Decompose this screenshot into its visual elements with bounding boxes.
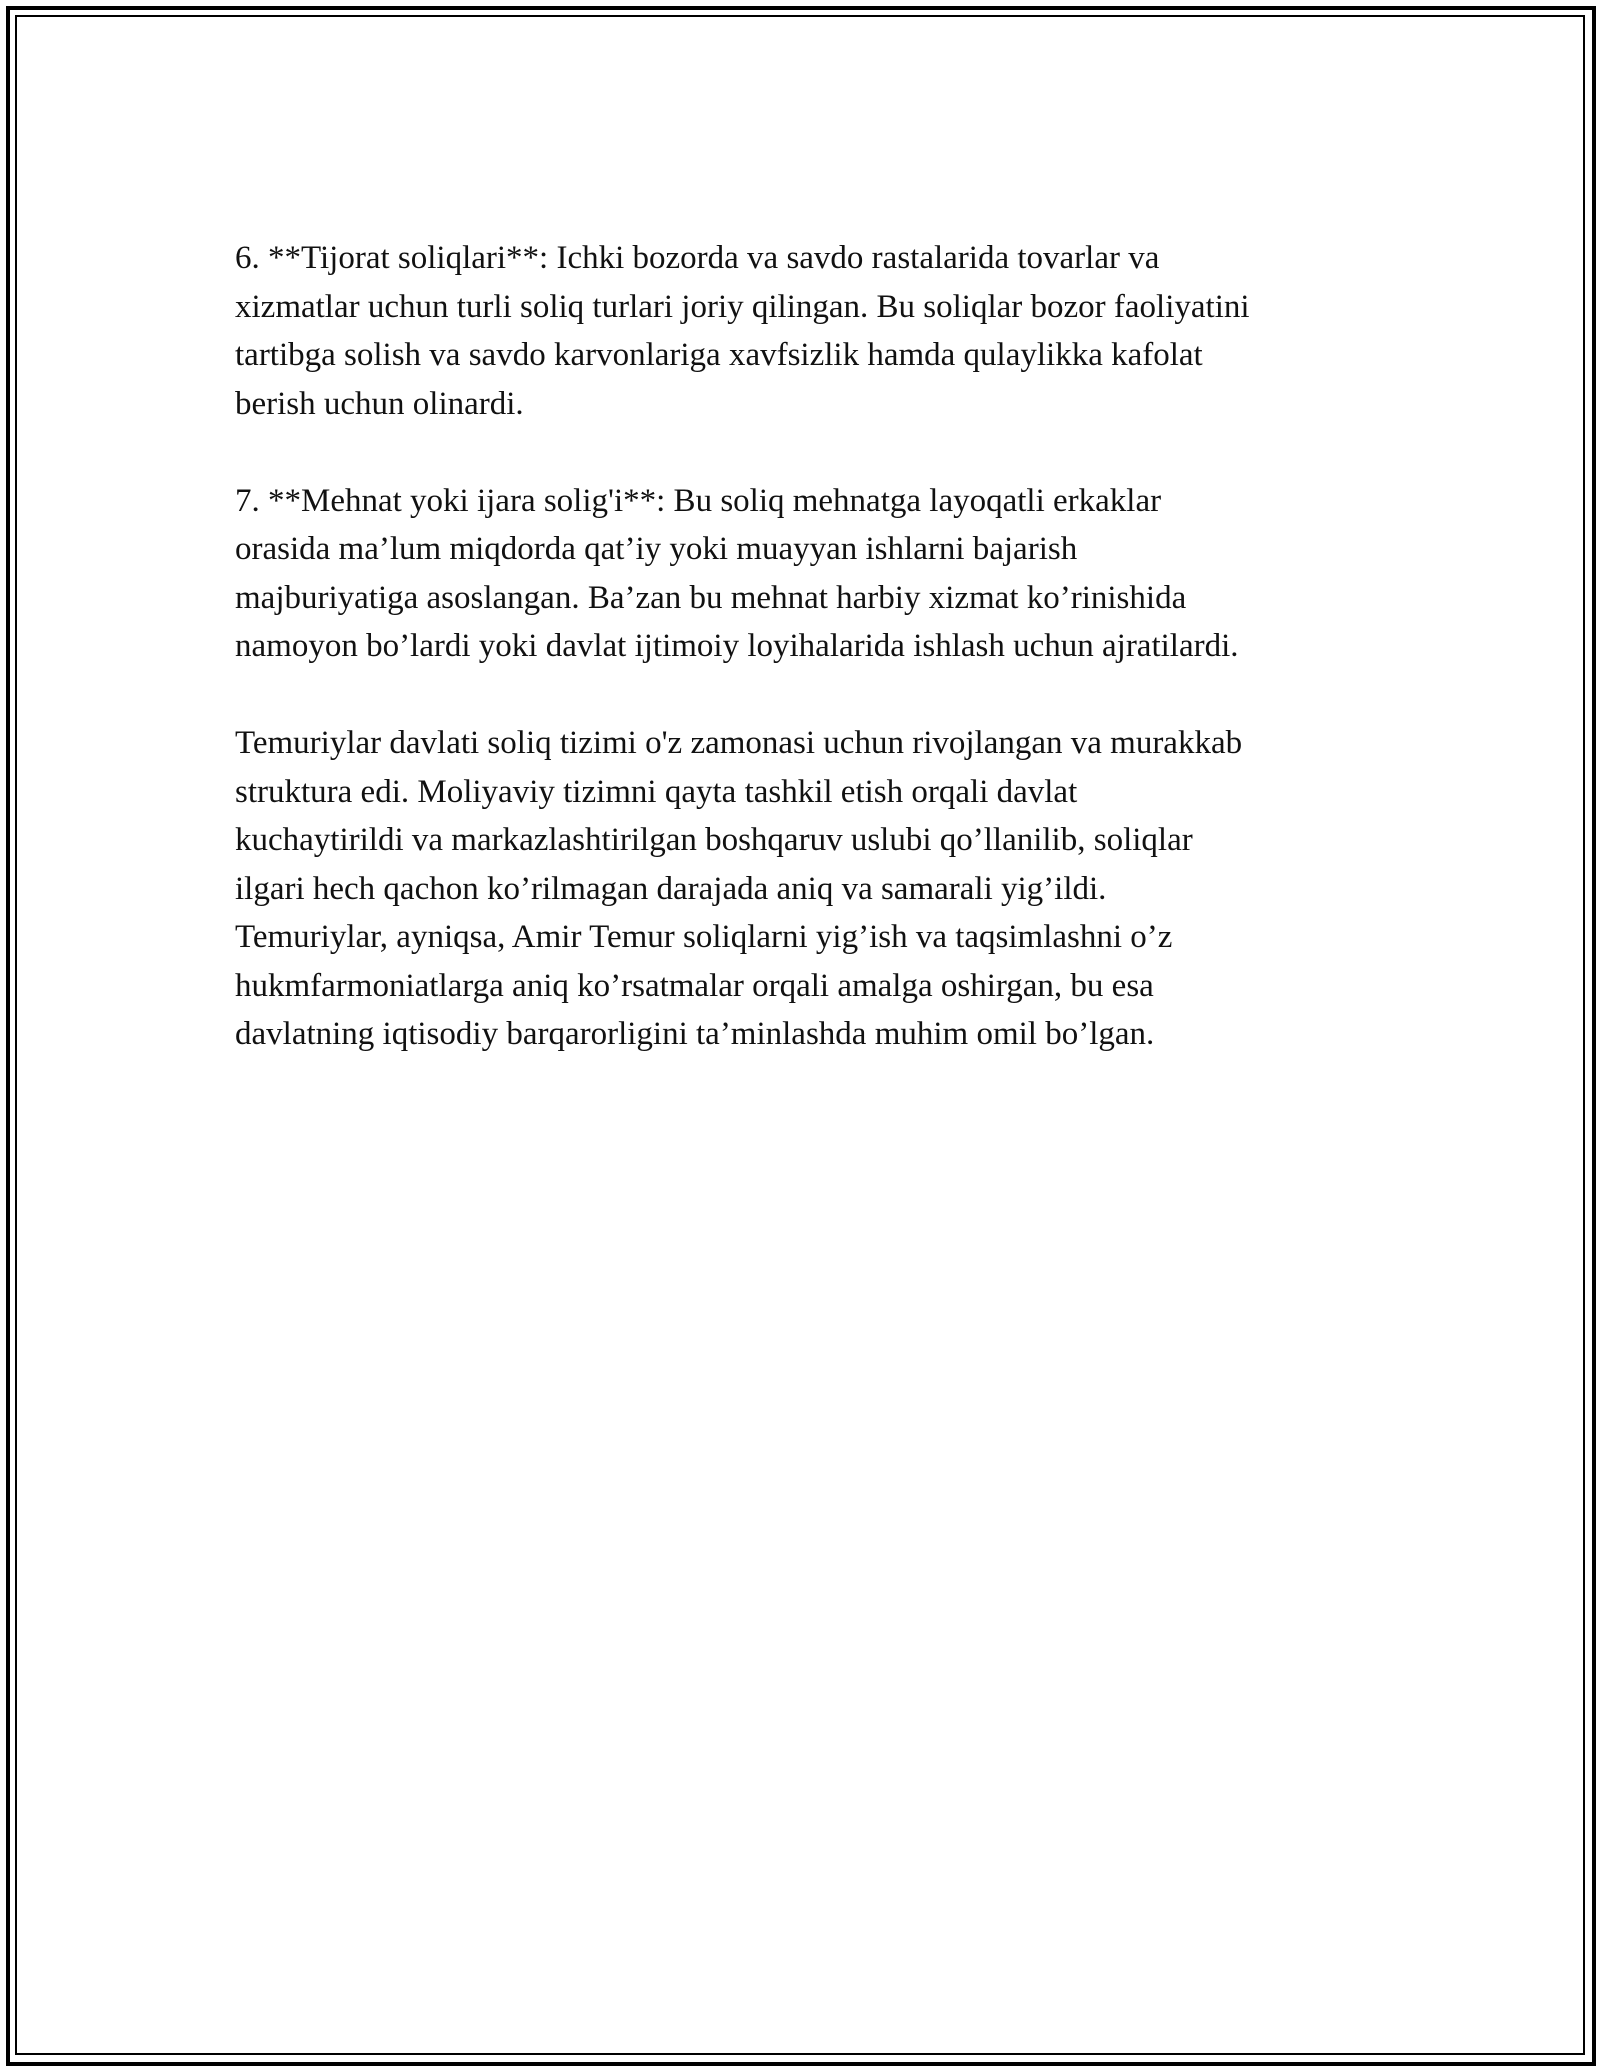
text-line: kuchaytirildi va markazlashtirilgan boshqaruv uslubi qo’llanilib, soliqlar [235,822,1193,858]
text-line: xizmatlar uchun turli soliq turlari joriy qilingan. Bu soliqlar bozor faoliyatini [235,288,1250,325]
text-line: 6. **Tijorat soliqlari**: Ichki bozorda va savdo rastalarida tovarlar va [235,240,1160,276]
text-line: davlatning iqtisodiy barqarorligini ta’minlashda muhim omil bo’lgan. [235,1016,1155,1052]
paragraph-mehnat-solig [235,477,1375,671]
text-line: Temuriylar davlati soliq tizimi o'z zamonasi uchun rivojlangan va murakkab [235,725,1243,761]
text-line: ilgari hech qachon ko’rilmagan darajada aniq va samarali yig’ildi. [235,870,1107,907]
document-body [235,234,1375,1107]
text-line: tartibga solish va savdo karvonlariga xavfsizlik hamda qulaylikka kafolat [235,337,1203,373]
text-line: hukmfarmoniatlarga aniq ko’rsatmalar orqali amalga oshirgan, bu esa [235,967,1154,1004]
text-line: Temuriylar, ayniqsa, Amir Temur soliqlarni yig’ish va taqsimlashni o’z [235,919,1173,955]
text-line: berish uchun olinardi. [235,385,524,422]
text-line: struktura edi. Moliyaviy tizimni qayta tashkil etish orqali davlat [235,773,1078,810]
text-line: namoyon bo’lardi yoki davlat ijtimoiy loyihalarida ishlash uchun ajratilardi. [235,628,1239,664]
text-line: orasida ma’lum miqdorda qat’iy yoki muayyan ishlarni bajarish [235,531,1078,567]
text-line: majburiyatiga asoslangan. Ba’zan bu mehnat harbiy xizmat ko’rinishida [235,579,1187,616]
paragraph-tijorat-soliqlari [235,234,1375,428]
text-line: 7. **Mehnat yoki ijara solig'i**: Bu soliq mehnatga layoqatli erkaklar [235,482,1162,519]
paragraph-conclusion [235,719,1375,1059]
